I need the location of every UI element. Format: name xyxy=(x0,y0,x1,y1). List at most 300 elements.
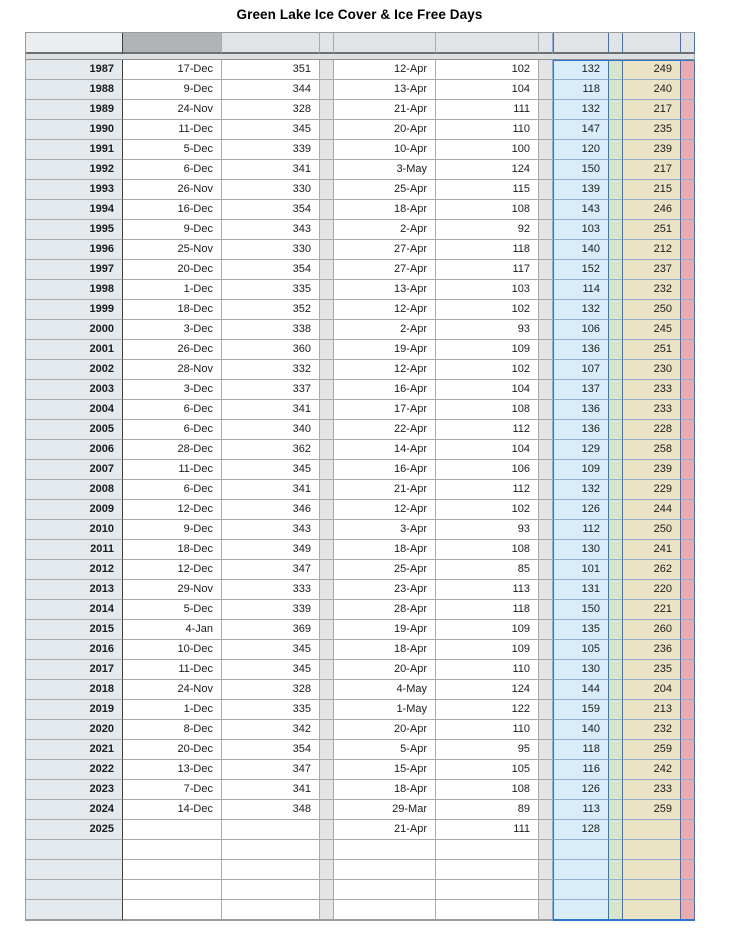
cell-ice-free-days[interactable]: 217 xyxy=(623,160,681,180)
cell-ice-off-day[interactable]: 109 xyxy=(436,340,539,360)
cell-pink-accent[interactable] xyxy=(681,680,695,700)
cell-ice-free-days[interactable]: 221 xyxy=(623,600,681,620)
cell-ice-off-day[interactable]: 102 xyxy=(436,300,539,320)
cell-green-accent[interactable] xyxy=(609,460,623,480)
cell-year[interactable]: 2000 xyxy=(26,320,123,340)
header-spacer[interactable] xyxy=(539,33,553,54)
cell-ice-cover-days[interactable]: 118 xyxy=(553,740,609,760)
cell-green-accent[interactable] xyxy=(609,280,623,300)
cell-green-accent[interactable] xyxy=(609,120,623,140)
cell-green-accent[interactable] xyxy=(609,800,623,820)
cell-ice-on-day[interactable]: 335 xyxy=(222,700,320,720)
cell-ice-on-day[interactable]: 343 xyxy=(222,520,320,540)
cell-ice-off-day[interactable]: 110 xyxy=(436,120,539,140)
cell-ice-off-day[interactable]: 105 xyxy=(436,760,539,780)
cell-pink-accent[interactable] xyxy=(681,480,695,500)
cell-ice-off-date[interactable] xyxy=(334,880,436,900)
cell-spacer[interactable] xyxy=(539,60,553,80)
cell-spacer[interactable] xyxy=(320,720,334,740)
cell-spacer[interactable] xyxy=(539,900,553,921)
cell-spacer[interactable] xyxy=(539,460,553,480)
cell-ice-cover-days[interactable]: 107 xyxy=(553,360,609,380)
cell-ice-off-date[interactable]: 27-Apr xyxy=(334,240,436,260)
cell-spacer[interactable] xyxy=(539,620,553,640)
cell-spacer[interactable] xyxy=(320,380,334,400)
cell-ice-on-day[interactable]: 328 xyxy=(222,680,320,700)
cell-ice-on-day[interactable]: 330 xyxy=(222,180,320,200)
cell-ice-on-date[interactable]: 12-Dec xyxy=(123,560,222,580)
cell-spacer[interactable] xyxy=(320,480,334,500)
cell-spacer[interactable] xyxy=(539,380,553,400)
cell-ice-off-date[interactable]: 13-Apr xyxy=(334,280,436,300)
cell-green-accent[interactable] xyxy=(609,220,623,240)
cell-ice-off-day[interactable]: 122 xyxy=(436,700,539,720)
header-green-accent[interactable] xyxy=(609,33,623,54)
cell-pink-accent[interactable] xyxy=(681,220,695,240)
cell-ice-on-date[interactable]: 6-Dec xyxy=(123,480,222,500)
cell-ice-on-date[interactable] xyxy=(123,840,222,860)
cell-ice-on-day[interactable]: 343 xyxy=(222,220,320,240)
cell-ice-on-date[interactable] xyxy=(123,900,222,921)
cell-spacer[interactable] xyxy=(320,360,334,380)
cell-ice-on-day[interactable]: 339 xyxy=(222,140,320,160)
cell-ice-off-day[interactable]: 85 xyxy=(436,560,539,580)
cell-ice-on-date[interactable]: 1-Dec xyxy=(123,280,222,300)
cell-ice-off-day[interactable]: 102 xyxy=(436,360,539,380)
cell-spacer[interactable] xyxy=(539,540,553,560)
cell-ice-on-day[interactable]: 349 xyxy=(222,540,320,560)
cell-ice-off-date[interactable]: 21-Apr xyxy=(334,820,436,840)
cell-ice-on-day[interactable]: 347 xyxy=(222,560,320,580)
cell-ice-cover-days[interactable]: 128 xyxy=(553,820,609,840)
cell-ice-off-day[interactable]: 109 xyxy=(436,620,539,640)
cell-ice-on-day[interactable]: 352 xyxy=(222,300,320,320)
cell-ice-off-date[interactable]: 16-Apr xyxy=(334,460,436,480)
cell-ice-cover-days[interactable] xyxy=(553,900,609,921)
cell-ice-on-day[interactable]: 348 xyxy=(222,800,320,820)
cell-spacer[interactable] xyxy=(320,80,334,100)
cell-ice-on-date[interactable]: 20-Dec xyxy=(123,260,222,280)
cell-green-accent[interactable] xyxy=(609,420,623,440)
cell-spacer[interactable] xyxy=(320,220,334,240)
cell-ice-free-days[interactable]: 204 xyxy=(623,680,681,700)
cell-ice-cover-days[interactable]: 132 xyxy=(553,60,609,80)
cell-ice-cover-days[interactable]: 159 xyxy=(553,700,609,720)
cell-green-accent[interactable] xyxy=(609,700,623,720)
cell-pink-accent[interactable] xyxy=(681,380,695,400)
cell-pink-accent[interactable] xyxy=(681,640,695,660)
cell-pink-accent[interactable] xyxy=(681,860,695,880)
cell-ice-free-days[interactable] xyxy=(623,880,681,900)
cell-green-accent[interactable] xyxy=(609,200,623,220)
cell-spacer[interactable] xyxy=(320,640,334,660)
cell-spacer[interactable] xyxy=(320,340,334,360)
cell-pink-accent[interactable] xyxy=(681,280,695,300)
cell-ice-free-days[interactable]: 236 xyxy=(623,640,681,660)
cell-spacer[interactable] xyxy=(539,600,553,620)
cell-ice-cover-days[interactable]: 118 xyxy=(553,80,609,100)
cell-ice-off-day[interactable] xyxy=(436,860,539,880)
cell-year[interactable]: 2013 xyxy=(26,580,123,600)
cell-year[interactable] xyxy=(26,880,123,900)
cell-year[interactable]: 2005 xyxy=(26,420,123,440)
cell-ice-off-date[interactable]: 1-May xyxy=(334,700,436,720)
cell-pink-accent[interactable] xyxy=(681,360,695,380)
cell-ice-off-date[interactable]: 12-Apr xyxy=(334,360,436,380)
cell-ice-free-days[interactable]: 235 xyxy=(623,660,681,680)
cell-green-accent[interactable] xyxy=(609,780,623,800)
cell-pink-accent[interactable] xyxy=(681,60,695,80)
cell-ice-off-date[interactable]: 25-Apr xyxy=(334,180,436,200)
cell-year[interactable]: 2025 xyxy=(26,820,123,840)
cell-ice-on-date[interactable]: 24-Nov xyxy=(123,680,222,700)
cell-green-accent[interactable] xyxy=(609,900,623,921)
cell-ice-on-date[interactable]: 18-Dec xyxy=(123,300,222,320)
cell-year[interactable]: 2020 xyxy=(26,720,123,740)
cell-ice-free-days[interactable] xyxy=(623,820,681,840)
cell-ice-off-date[interactable]: 21-Apr xyxy=(334,100,436,120)
cell-ice-cover-days[interactable]: 105 xyxy=(553,640,609,660)
cell-ice-on-day[interactable]: 335 xyxy=(222,280,320,300)
cell-pink-accent[interactable] xyxy=(681,780,695,800)
cell-ice-off-day[interactable]: 92 xyxy=(436,220,539,240)
cell-ice-on-date[interactable]: 28-Nov xyxy=(123,360,222,380)
cell-ice-on-date[interactable]: 29-Nov xyxy=(123,580,222,600)
cell-ice-cover-days[interactable]: 109 xyxy=(553,460,609,480)
cell-spacer[interactable] xyxy=(539,340,553,360)
header-pink-accent[interactable] xyxy=(681,33,695,54)
cell-ice-on-date[interactable]: 8-Dec xyxy=(123,720,222,740)
cell-ice-cover-days[interactable]: 106 xyxy=(553,320,609,340)
cell-ice-on-date[interactable]: 20-Dec xyxy=(123,740,222,760)
cell-ice-off-date[interactable]: 18-Apr xyxy=(334,200,436,220)
cell-ice-cover-days[interactable] xyxy=(553,860,609,880)
cell-ice-on-day[interactable]: 354 xyxy=(222,740,320,760)
cell-ice-cover-days[interactable]: 101 xyxy=(553,560,609,580)
cell-ice-on-day[interactable]: 342 xyxy=(222,720,320,740)
cell-pink-accent[interactable] xyxy=(681,120,695,140)
cell-ice-free-days[interactable]: 230 xyxy=(623,360,681,380)
cell-ice-on-date[interactable] xyxy=(123,860,222,880)
cell-pink-accent[interactable] xyxy=(681,620,695,640)
cell-ice-cover-days[interactable]: 113 xyxy=(553,800,609,820)
cell-spacer[interactable] xyxy=(539,240,553,260)
cell-ice-off-date[interactable]: 29-Mar xyxy=(334,800,436,820)
cell-ice-off-date[interactable]: 16-Apr xyxy=(334,380,436,400)
cell-ice-off-day[interactable] xyxy=(436,900,539,921)
cell-pink-accent[interactable] xyxy=(681,880,695,900)
cell-year[interactable]: 2015 xyxy=(26,620,123,640)
cell-ice-off-date[interactable]: 18-Apr xyxy=(334,780,436,800)
cell-ice-cover-days[interactable]: 147 xyxy=(553,120,609,140)
cell-ice-free-days[interactable]: 215 xyxy=(623,180,681,200)
cell-pink-accent[interactable] xyxy=(681,720,695,740)
cell-spacer[interactable] xyxy=(539,760,553,780)
cell-year[interactable]: 1993 xyxy=(26,180,123,200)
cell-spacer[interactable] xyxy=(320,300,334,320)
cell-ice-on-date[interactable]: 11-Dec xyxy=(123,120,222,140)
cell-ice-off-day[interactable]: 102 xyxy=(436,500,539,520)
cell-spacer[interactable] xyxy=(320,600,334,620)
cell-ice-free-days[interactable]: 232 xyxy=(623,280,681,300)
cell-ice-cover-days[interactable]: 140 xyxy=(553,240,609,260)
cell-pink-accent[interactable] xyxy=(681,420,695,440)
cell-green-accent[interactable] xyxy=(609,840,623,860)
cell-ice-free-days[interactable]: 250 xyxy=(623,520,681,540)
cell-spacer[interactable] xyxy=(320,580,334,600)
cell-pink-accent[interactable] xyxy=(681,760,695,780)
cell-ice-free-days[interactable]: 262 xyxy=(623,560,681,580)
cell-green-accent[interactable] xyxy=(609,300,623,320)
cell-green-accent[interactable] xyxy=(609,60,623,80)
cell-ice-cover-days[interactable]: 135 xyxy=(553,620,609,640)
cell-ice-free-days[interactable]: 237 xyxy=(623,260,681,280)
cell-ice-on-day[interactable]: 333 xyxy=(222,580,320,600)
cell-spacer[interactable] xyxy=(320,560,334,580)
cell-spacer[interactable] xyxy=(320,460,334,480)
cell-green-accent[interactable] xyxy=(609,160,623,180)
cell-ice-on-date[interactable]: 12-Dec xyxy=(123,500,222,520)
cell-spacer[interactable] xyxy=(539,800,553,820)
cell-ice-free-days[interactable]: 259 xyxy=(623,740,681,760)
cell-pink-accent[interactable] xyxy=(681,840,695,860)
cell-ice-off-day[interactable]: 124 xyxy=(436,160,539,180)
cell-ice-off-date[interactable]: 14-Apr xyxy=(334,440,436,460)
cell-spacer[interactable] xyxy=(320,500,334,520)
cell-pink-accent[interactable] xyxy=(681,400,695,420)
cell-spacer[interactable] xyxy=(320,900,334,921)
cell-ice-cover-days[interactable]: 140 xyxy=(553,720,609,740)
cell-green-accent[interactable] xyxy=(609,140,623,160)
cell-ice-off-day[interactable]: 108 xyxy=(436,540,539,560)
cell-pink-accent[interactable] xyxy=(681,80,695,100)
cell-year[interactable]: 2008 xyxy=(26,480,123,500)
cell-ice-on-date[interactable]: 10-Dec xyxy=(123,640,222,660)
header-ice-cover-days[interactable] xyxy=(553,33,609,54)
cell-ice-cover-days[interactable]: 130 xyxy=(553,540,609,560)
cell-pink-accent[interactable] xyxy=(681,740,695,760)
cell-ice-on-date[interactable]: 3-Dec xyxy=(123,380,222,400)
cell-pink-accent[interactable] xyxy=(681,580,695,600)
cell-ice-on-date[interactable]: 3-Dec xyxy=(123,320,222,340)
cell-year[interactable] xyxy=(26,840,123,860)
cell-ice-free-days[interactable] xyxy=(623,900,681,921)
cell-ice-on-date[interactable]: 24-Nov xyxy=(123,100,222,120)
cell-spacer[interactable] xyxy=(320,840,334,860)
cell-spacer[interactable] xyxy=(539,440,553,460)
cell-spacer[interactable] xyxy=(539,420,553,440)
cell-ice-on-day[interactable]: 362 xyxy=(222,440,320,460)
cell-spacer[interactable] xyxy=(320,100,334,120)
cell-year[interactable]: 2016 xyxy=(26,640,123,660)
cell-spacer[interactable] xyxy=(539,400,553,420)
cell-ice-off-date[interactable]: 13-Apr xyxy=(334,80,436,100)
cell-green-accent[interactable] xyxy=(609,680,623,700)
cell-ice-on-date[interactable]: 18-Dec xyxy=(123,540,222,560)
cell-ice-free-days[interactable]: 233 xyxy=(623,780,681,800)
cell-ice-on-day[interactable]: 345 xyxy=(222,660,320,680)
cell-ice-off-date[interactable]: 15-Apr xyxy=(334,760,436,780)
cell-ice-free-days[interactable]: 240 xyxy=(623,80,681,100)
cell-ice-off-date[interactable]: 4-May xyxy=(334,680,436,700)
cell-spacer[interactable] xyxy=(539,720,553,740)
cell-ice-off-date[interactable]: 3-May xyxy=(334,160,436,180)
cell-ice-on-day[interactable]: 332 xyxy=(222,360,320,380)
cell-ice-free-days[interactable]: 229 xyxy=(623,480,681,500)
cell-ice-free-days[interactable]: 251 xyxy=(623,220,681,240)
cell-ice-off-date[interactable]: 2-Apr xyxy=(334,220,436,240)
cell-year[interactable]: 2011 xyxy=(26,540,123,560)
cell-spacer[interactable] xyxy=(539,300,553,320)
cell-pink-accent[interactable] xyxy=(681,540,695,560)
cell-year[interactable]: 2023 xyxy=(26,780,123,800)
cell-ice-free-days[interactable]: 232 xyxy=(623,720,681,740)
cell-ice-off-date[interactable] xyxy=(334,840,436,860)
cell-spacer[interactable] xyxy=(539,180,553,200)
header-year[interactable] xyxy=(26,33,123,54)
cell-pink-accent[interactable] xyxy=(681,460,695,480)
cell-ice-off-date[interactable]: 20-Apr xyxy=(334,720,436,740)
cell-ice-on-day[interactable]: 369 xyxy=(222,620,320,640)
cell-ice-cover-days[interactable]: 136 xyxy=(553,340,609,360)
cell-ice-cover-days[interactable]: 130 xyxy=(553,660,609,680)
cell-ice-free-days[interactable]: 251 xyxy=(623,340,681,360)
header-ice-on-date[interactable] xyxy=(123,33,222,54)
cell-green-accent[interactable] xyxy=(609,260,623,280)
cell-ice-cover-days[interactable]: 144 xyxy=(553,680,609,700)
cell-ice-cover-days[interactable]: 132 xyxy=(553,100,609,120)
cell-spacer[interactable] xyxy=(320,620,334,640)
cell-ice-free-days[interactable]: 220 xyxy=(623,580,681,600)
cell-ice-off-day[interactable]: 113 xyxy=(436,580,539,600)
cell-ice-on-date[interactable]: 26-Dec xyxy=(123,340,222,360)
cell-spacer[interactable] xyxy=(320,740,334,760)
cell-year[interactable]: 1989 xyxy=(26,100,123,120)
cell-spacer[interactable] xyxy=(320,120,334,140)
cell-green-accent[interactable] xyxy=(609,640,623,660)
cell-ice-off-day[interactable]: 117 xyxy=(436,260,539,280)
cell-year[interactable]: 2006 xyxy=(26,440,123,460)
cell-ice-cover-days[interactable]: 114 xyxy=(553,280,609,300)
cell-ice-off-day[interactable]: 124 xyxy=(436,680,539,700)
cell-green-accent[interactable] xyxy=(609,380,623,400)
header-ice-free-days[interactable] xyxy=(623,33,681,54)
cell-spacer[interactable] xyxy=(320,280,334,300)
cell-ice-on-day[interactable]: 341 xyxy=(222,780,320,800)
cell-ice-off-day[interactable]: 106 xyxy=(436,460,539,480)
cell-ice-off-date[interactable]: 5-Apr xyxy=(334,740,436,760)
cell-spacer[interactable] xyxy=(320,660,334,680)
cell-spacer[interactable] xyxy=(539,840,553,860)
cell-ice-on-day[interactable]: 345 xyxy=(222,460,320,480)
cell-ice-off-date[interactable]: 20-Apr xyxy=(334,120,436,140)
cell-ice-on-date[interactable]: 16-Dec xyxy=(123,200,222,220)
cell-ice-on-date[interactable]: 9-Dec xyxy=(123,520,222,540)
cell-ice-on-day[interactable]: 328 xyxy=(222,100,320,120)
cell-spacer[interactable] xyxy=(539,580,553,600)
cell-ice-cover-days[interactable]: 120 xyxy=(553,140,609,160)
cell-ice-on-date[interactable]: 14-Dec xyxy=(123,800,222,820)
cell-spacer[interactable] xyxy=(539,480,553,500)
cell-ice-off-date[interactable]: 21-Apr xyxy=(334,480,436,500)
cell-green-accent[interactable] xyxy=(609,340,623,360)
cell-green-accent[interactable] xyxy=(609,400,623,420)
cell-year[interactable]: 1999 xyxy=(26,300,123,320)
cell-ice-on-date[interactable]: 7-Dec xyxy=(123,780,222,800)
cell-spacer[interactable] xyxy=(320,140,334,160)
cell-pink-accent[interactable] xyxy=(681,260,695,280)
cell-pink-accent[interactable] xyxy=(681,800,695,820)
cell-ice-off-date[interactable]: 2-Apr xyxy=(334,320,436,340)
cell-year[interactable]: 2012 xyxy=(26,560,123,580)
cell-ice-off-day[interactable]: 118 xyxy=(436,600,539,620)
cell-year[interactable]: 1988 xyxy=(26,80,123,100)
cell-ice-on-day[interactable] xyxy=(222,840,320,860)
cell-ice-off-day[interactable]: 104 xyxy=(436,380,539,400)
cell-green-accent[interactable] xyxy=(609,480,623,500)
cell-ice-cover-days[interactable] xyxy=(553,880,609,900)
cell-ice-on-day[interactable]: 341 xyxy=(222,160,320,180)
cell-ice-off-day[interactable]: 115 xyxy=(436,180,539,200)
cell-ice-on-day[interactable] xyxy=(222,900,320,921)
cell-ice-on-date[interactable]: 9-Dec xyxy=(123,220,222,240)
cell-ice-on-day[interactable]: 330 xyxy=(222,240,320,260)
cell-green-accent[interactable] xyxy=(609,320,623,340)
cell-green-accent[interactable] xyxy=(609,560,623,580)
cell-ice-off-day[interactable]: 104 xyxy=(436,80,539,100)
cell-ice-cover-days[interactable]: 152 xyxy=(553,260,609,280)
cell-year[interactable]: 2014 xyxy=(26,600,123,620)
cell-ice-on-day[interactable] xyxy=(222,860,320,880)
cell-pink-accent[interactable] xyxy=(681,500,695,520)
cell-spacer[interactable] xyxy=(539,820,553,840)
cell-ice-on-date[interactable]: 11-Dec xyxy=(123,460,222,480)
cell-year[interactable] xyxy=(26,900,123,921)
cell-ice-off-date[interactable]: 19-Apr xyxy=(334,340,436,360)
cell-ice-free-days[interactable] xyxy=(623,860,681,880)
cell-pink-accent[interactable] xyxy=(681,900,695,921)
cell-green-accent[interactable] xyxy=(609,620,623,640)
cell-ice-on-date[interactable]: 28-Dec xyxy=(123,440,222,460)
cell-ice-on-day[interactable]: 345 xyxy=(222,640,320,660)
cell-spacer[interactable] xyxy=(320,540,334,560)
cell-ice-off-date[interactable] xyxy=(334,900,436,921)
cell-ice-free-days[interactable]: 249 xyxy=(623,60,681,80)
cell-spacer[interactable] xyxy=(539,700,553,720)
cell-year[interactable]: 2018 xyxy=(26,680,123,700)
cell-ice-cover-days[interactable]: 143 xyxy=(553,200,609,220)
cell-year[interactable]: 1987 xyxy=(26,60,123,80)
cell-pink-accent[interactable] xyxy=(681,200,695,220)
cell-ice-cover-days[interactable]: 150 xyxy=(553,160,609,180)
cell-year[interactable]: 1990 xyxy=(26,120,123,140)
cell-green-accent[interactable] xyxy=(609,80,623,100)
cell-ice-free-days[interactable]: 259 xyxy=(623,800,681,820)
cell-ice-off-date[interactable]: 10-Apr xyxy=(334,140,436,160)
cell-ice-on-day[interactable]: 347 xyxy=(222,760,320,780)
cell-spacer[interactable] xyxy=(320,160,334,180)
header-ice-off-day[interactable] xyxy=(436,33,539,54)
cell-ice-on-date[interactable]: 6-Dec xyxy=(123,160,222,180)
cell-ice-free-days[interactable]: 233 xyxy=(623,400,681,420)
cell-year[interactable]: 2007 xyxy=(26,460,123,480)
cell-spacer[interactable] xyxy=(320,420,334,440)
cell-pink-accent[interactable] xyxy=(681,320,695,340)
cell-green-accent[interactable] xyxy=(609,880,623,900)
cell-ice-off-day[interactable]: 104 xyxy=(436,440,539,460)
cell-spacer[interactable] xyxy=(320,400,334,420)
cell-ice-cover-days[interactable]: 132 xyxy=(553,300,609,320)
